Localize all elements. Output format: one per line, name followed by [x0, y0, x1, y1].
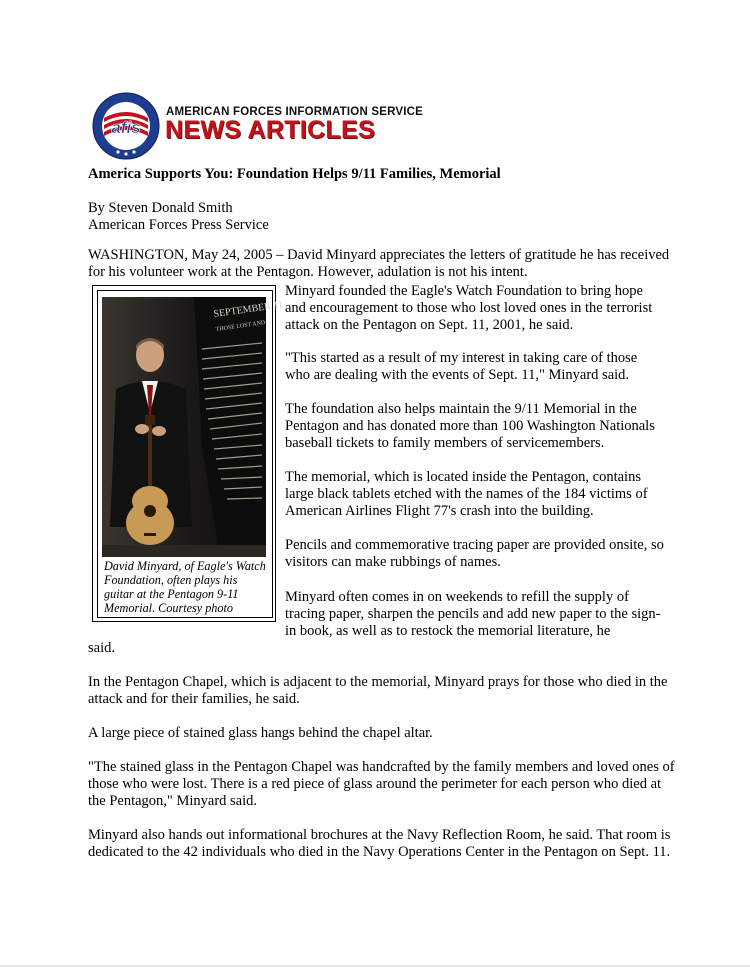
paragraph: "This started as a result of my interest in taking care of those who are dealing with the events of Sept. 11," Minyard said. [285, 350, 638, 383]
byline [88, 200, 678, 234]
paragraph: "The stained glass in the Pentagon Chapel was handcrafted by the family members and loved ones of those who were lost. There is a red piece of glass around the perimeter for each person who died at the Pentagon," Minyard said. [88, 759, 675, 809]
intro-paragraph: WASHINGTON, May 24, 2005 – David Minyard appreciates the letters of gratitude he has received for his volunteer work at the Pentagon. However, adulation is not his intent. [88, 247, 670, 280]
paragraph: In the Pentagon Chapel, which is adjacent to the memorial, Minyard prays for those who died in the attack and for their families, he said. [88, 674, 668, 707]
paragraph: The memorial, which is located inside the Pentagon, contains large black tablets etched with the names of the 184 victims of American Airlines Flight 77's crash into the building. [285, 469, 648, 519]
paragraph: The foundation also helps maintain the 9/11 Memorial in the Pentagon and has donated more than 100 Washington Nationals baseball tickets to family members of servicemembers. [285, 401, 655, 451]
header-title: NEWS ARTICLES [165, 116, 375, 144]
paragraph: Minyard founded the Eagle's Watch Foundation to bring hope and encouragement to those who lost loved ones in the terrorist attack on the Pentagon on Sept. 11, 2001, he said. [285, 283, 653, 333]
service-line: American Forces Press Service [88, 217, 269, 233]
paragraph: Minyard often comes in on weekends to refill the supply of tracing paper, sharpen the pencils and add new paper to the sign-in book, as well as to restock the memorial literature, he [285, 589, 661, 639]
memorial-photo [102, 297, 284, 557]
photo-figure [92, 285, 284, 622]
paragraph: A large piece of stained glass hangs behind the chapel altar. [88, 725, 433, 741]
afis-logo [92, 92, 160, 160]
author-line: By Steven Donald Smith [88, 200, 233, 216]
paragraph-continuation: said. [88, 640, 115, 656]
svg-text:SEPTEMBER 11: SEPTEMBER 11 [212, 299, 284, 320]
header-subtitle: AMERICAN FORCES INFORMATION SERVICE [166, 106, 424, 118]
svg-text:afis: afis [111, 118, 141, 137]
paragraph: Minyard also hands out informational brochures at the Navy Reflection Room, he said. That room is dedicated to the 42 individuals who died in the Navy Operations Center in the Pentagon on Sept. 11. [88, 827, 671, 860]
photo-caption: David Minyard, of Eagle's Watch Foundation, often plays his guitar at the Pentagon 9-11 Memorial. Courtesy photo [104, 559, 266, 615]
paragraph: Pencils and commemorative tracing paper are provided onsite, so visitors can make rubbings of names. [285, 537, 664, 570]
svg-text:THOSE LOST AND: THOSE LOST AND [215, 320, 266, 333]
article-headline: America Supports You: Foundation Helps 9/11 Families, Memorial [88, 166, 501, 182]
page-divider [0, 965, 750, 967]
photo-frame [97, 290, 284, 618]
